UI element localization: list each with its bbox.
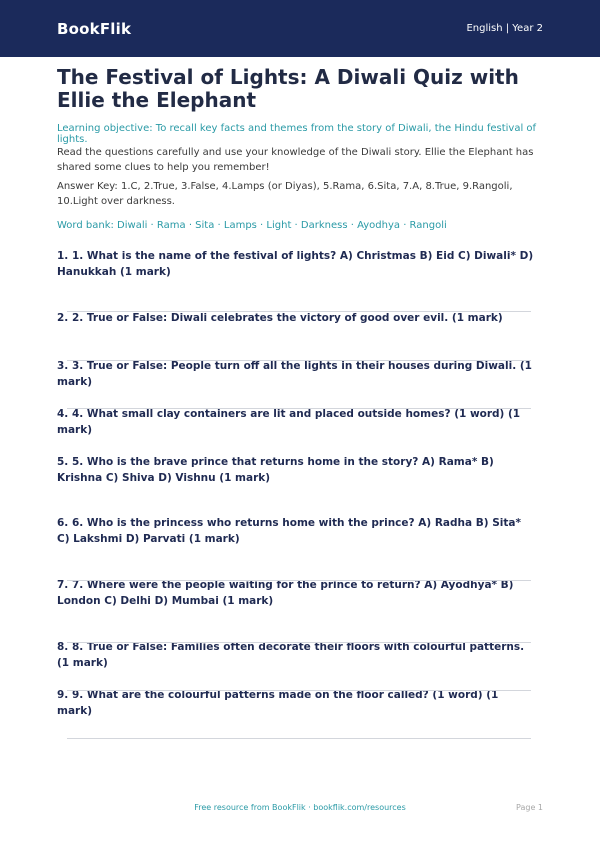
instructions-text: Read the questions carefully and use your knowledge of the Diwali story. Ellie the Elephant has shared some clues to help you remember! <box>57 147 534 173</box>
answer-line-2 <box>67 360 531 361</box>
question-5: 5. 5. Who is the brave prince that returns home in the story? A) Rama* B) Krishna C) Shiva D) Vishnu (1 mark) <box>57 456 494 484</box>
top-header-bar <box>0 0 600 57</box>
answer-line-4 <box>67 580 531 581</box>
question-4: 4. 4. What small clay containers are lit and placed outside homes? (1 word) (1 mark) <box>57 408 521 436</box>
answer-line-3 <box>67 408 531 409</box>
question-7: 7. 7. Where were the people waiting for the prince to return? A) Ayodhya* B) London C) Delhi D) Mumbai (1 mark) <box>57 579 514 607</box>
word-bank: Word bank: Diwali · Rama · Sita · Lamps · Light · Darkness · Ayodhya · Rangoli <box>57 220 447 231</box>
question-3: 3. 3. True or False: People turn off all the lights in their houses during Diwali. (1 mark) <box>57 360 532 388</box>
question-1: 1. 1. What is the name of the festival of lights? A) Christmas B) Eid C) Diwali* D) Hanukkah (1 mark) <box>57 250 534 278</box>
page-number: Page 1 <box>516 803 543 812</box>
answer-line-7 <box>67 738 531 739</box>
question-8: 8. 8. True or False: Families often decorate their floors with colourful patterns. (1 mark) <box>57 641 525 669</box>
worksheet-title: The Festival of Lights: A Diwali Quiz with Ellie the Elephant <box>57 65 519 112</box>
answer-line-1 <box>67 311 531 312</box>
answer-line-5 <box>67 642 531 643</box>
question-9: 9. 9. What are the colourful patterns made on the floor called? (1 word) (1 mark) <box>57 689 499 717</box>
answer-key-text: Answer Key: 1.C, 2.True, 3.False, 4.Lamps (or Diyas), 5.Rama, 6.Sita, 7.A, 8.True, 9.Rangoli, 10.Light over darkness. <box>57 181 513 207</box>
answer-line-6 <box>67 690 531 691</box>
brand-logo-text[interactable]: BookFlik <box>57 19 132 38</box>
learning-objective: Learning objective: To recall key facts and themes from the story of Diwali, the Hindu festival of lights. <box>57 123 537 145</box>
footer-credit[interactable]: Free resource from BookFlik · bookflik.com/resources <box>194 803 406 812</box>
subject-breadcrumb: English | Year 2 <box>466 23 543 34</box>
question-6: 6. 6. Who is the princess who returns home with the prince? A) Radha B) Sita* C) Lakshmi D) Parvati (1 mark) <box>57 517 521 545</box>
question-2: 2. 2. True or False: Diwali celebrates the victory of good over evil. (1 mark) <box>57 312 503 324</box>
